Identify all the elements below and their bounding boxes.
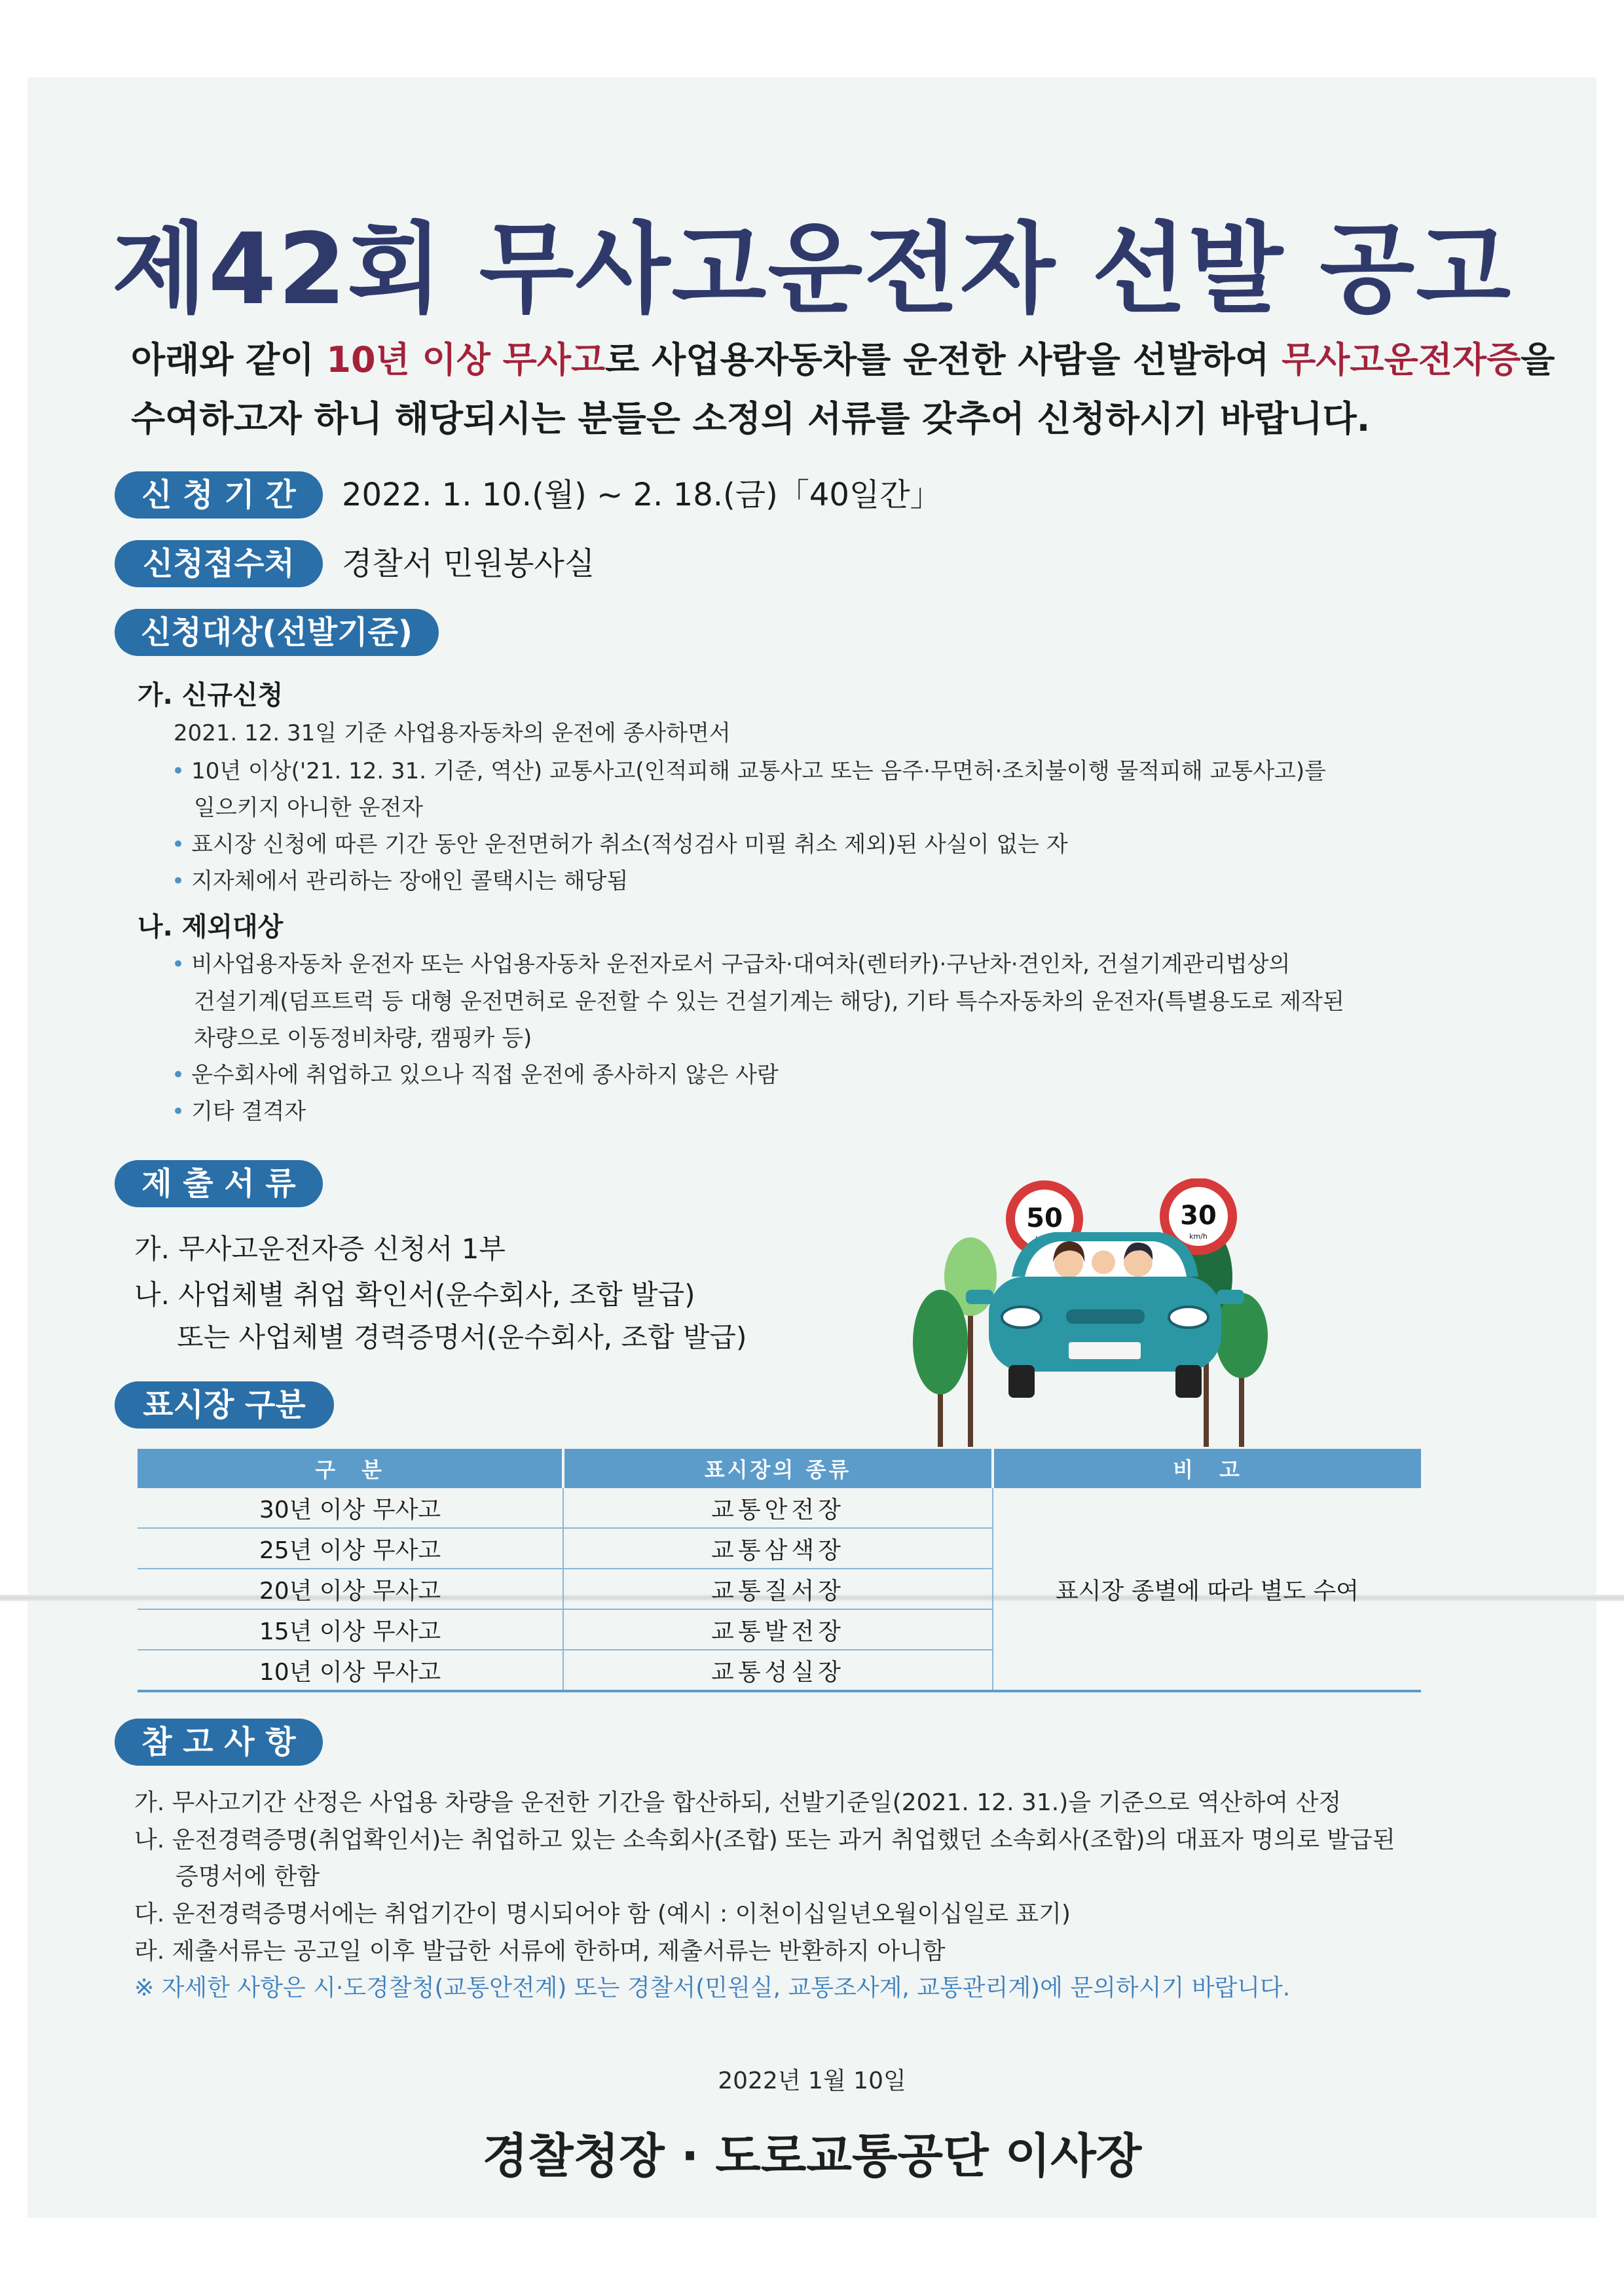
list-item-continued: 차량으로 이동정비차량, 캠핑카 등) bbox=[194, 1025, 532, 1051]
badge-table-label: 표시장 구분 bbox=[115, 1381, 334, 1429]
table-header-badge-type: 표시장의 종류 bbox=[563, 1449, 993, 1488]
document-item: 가. 무사고운전자증 신청서 1부 bbox=[134, 1233, 506, 1265]
table-cell-badge: 교통질서장 bbox=[563, 1569, 993, 1609]
table-cell-category: 25년 이상 무사고 bbox=[138, 1528, 563, 1569]
reference-item: 가. 무사고기간 산정은 사업용 차량을 운전한 기간을 합산하되, 선발기준일(2021. 12. 31.)을 기준으로 역산하여 산정 bbox=[134, 1789, 1342, 1816]
highlight-10-years: 10년 이상 무사고 bbox=[326, 339, 606, 380]
speed-sign-left-value: 50 bbox=[1026, 1203, 1063, 1233]
office-label: 신청접수처 bbox=[115, 540, 323, 587]
table-cell-badge: 교통발전장 bbox=[563, 1609, 993, 1650]
intro-line-1: 아래와 같이 10년 이상 무사고로 사업용자동차를 운전한 사람을 선발하여 무사고운전자증을 bbox=[131, 339, 1555, 380]
table-row bbox=[138, 1488, 1421, 1528]
table-cell-badge: 교통성실장 bbox=[563, 1650, 993, 1691]
documents-label: 제 출 서 류 bbox=[115, 1160, 323, 1207]
page-title: 제42회 무사고운전자 선발 공고 bbox=[111, 213, 1513, 327]
table-cell-category: 10년 이상 무사고 bbox=[138, 1650, 563, 1691]
tree-icon bbox=[913, 1237, 997, 1447]
list-item-continued: 일으키지 아니한 운전자 bbox=[194, 795, 424, 821]
period-label: 신 청 기 간 bbox=[115, 471, 323, 519]
document-item-continued: 또는 사업체별 경력증명서(운수회사, 조합 발급) bbox=[177, 1321, 747, 1353]
intro-line-2: 수여하고자 하니 해당되시는 분들은 소정의 서류를 갖추어 신청하시기 바랍니다. bbox=[131, 398, 1371, 439]
issuer-signature: 경찰청장 · 도로교통공단 이사장 bbox=[482, 2128, 1142, 2183]
speed-sign-right-unit: km/h bbox=[1189, 1232, 1208, 1241]
badge-classification-table bbox=[138, 1449, 1421, 1692]
notice-date: 2022년 1월 10일 bbox=[718, 2068, 906, 2094]
reference-item: 다. 운전경력증명서에는 취업기간이 명시되어야 함 (예시 : 이천이십일년오월이십일로 표기) bbox=[134, 1901, 1071, 1927]
table-cell-remarks: 표시장 종별에 따라 별도 수여 bbox=[993, 1488, 1421, 1691]
table-cell-category: 15년 이상 무사고 bbox=[138, 1609, 563, 1650]
list-item: • 지자체에서 관리하는 장애인 콜택시는 해당됨 bbox=[172, 863, 628, 895]
list-item: • 기타 결격자 bbox=[172, 1093, 306, 1125]
table-cell-badge: 교통삼색장 bbox=[563, 1528, 993, 1569]
exclusion-heading: 나. 제외대상 bbox=[138, 912, 284, 942]
reference-item: 나. 운전경력증명(취업확인서)는 취업하고 있는 소속회사(조합) 또는 과거 취업했던 소속회사(조합)의 대표자 명의로 발급된 bbox=[134, 1827, 1395, 1853]
highlight-certificate: 무사고운전자증 bbox=[1282, 339, 1521, 380]
eligibility-label: 신청대상(선발기준) bbox=[115, 609, 439, 656]
document-item: 나. 사업체별 취업 확인서(운수회사, 조합 발급) bbox=[134, 1279, 695, 1311]
table-header-category: 구 분 bbox=[138, 1449, 563, 1488]
inquiry-notice: ※ 자세한 사항은 시·도경찰청(교통안전계) 또는 경찰서(민원실, 교통조사계, 교통관리계)에 문의하시기 바랍니다. bbox=[134, 1975, 1291, 2001]
list-item: • 표시장 신청에 따른 기간 동안 운전면허가 취소(적성검사 미필 취소 제외)된 사실이 없는 자 bbox=[172, 826, 1068, 858]
new-application-heading: 가. 신규신청 bbox=[138, 680, 284, 710]
list-item: • 비사업용자동차 운전자 또는 사업용자동차 운전자로서 구급차·대여차(렌터카)·구난차·견인차, 건설기계관리법상의 bbox=[172, 946, 1290, 978]
table-cell-category: 20년 이상 무사고 bbox=[138, 1569, 563, 1609]
speed-sign-right-value: 30 bbox=[1180, 1201, 1217, 1231]
list-item: • 10년 이상('21. 12. 31. 기준, 역산) 교통사고(인적피해 교통사고 또는 음주·무면허·조치불이행 물적피해 교통사고)를 bbox=[172, 753, 1326, 785]
list-item-continued: 건설기계(덤프트럭 등 대형 운전면허로 운전할 수 있는 건설기계는 해당), 기타 특수자동차의 운전자(특별용도로 제작된 bbox=[194, 989, 1344, 1015]
list-item: • 운수회사에 취업하고 있으나 직접 운전에 종사하지 않은 사람 bbox=[172, 1057, 779, 1089]
car-illustration bbox=[897, 1178, 1290, 1453]
table-cell-badge: 교통안전장 bbox=[563, 1488, 993, 1528]
table-header-remarks: 비 고 bbox=[993, 1449, 1421, 1488]
office-value: 경찰서 민원봉사실 bbox=[342, 545, 595, 582]
reference-item: 라. 제출서류는 공고일 이후 발급한 서류에 한하며, 제출서류는 반환하지 아니함 bbox=[134, 1938, 946, 1965]
table-cell-category: 30년 이상 무사고 bbox=[138, 1488, 563, 1528]
reference-item-continued: 증명서에 한함 bbox=[175, 1863, 320, 1890]
period-value: 2022. 1. 10.(월) ~ 2. 18.(금)「40일간」 bbox=[342, 477, 942, 513]
references-label: 참 고 사 항 bbox=[115, 1719, 323, 1766]
new-application-intro: 2021. 12. 31일 기준 사업용자동차의 운전에 종사하면서 bbox=[174, 720, 731, 746]
intro-text bbox=[131, 331, 1555, 448]
